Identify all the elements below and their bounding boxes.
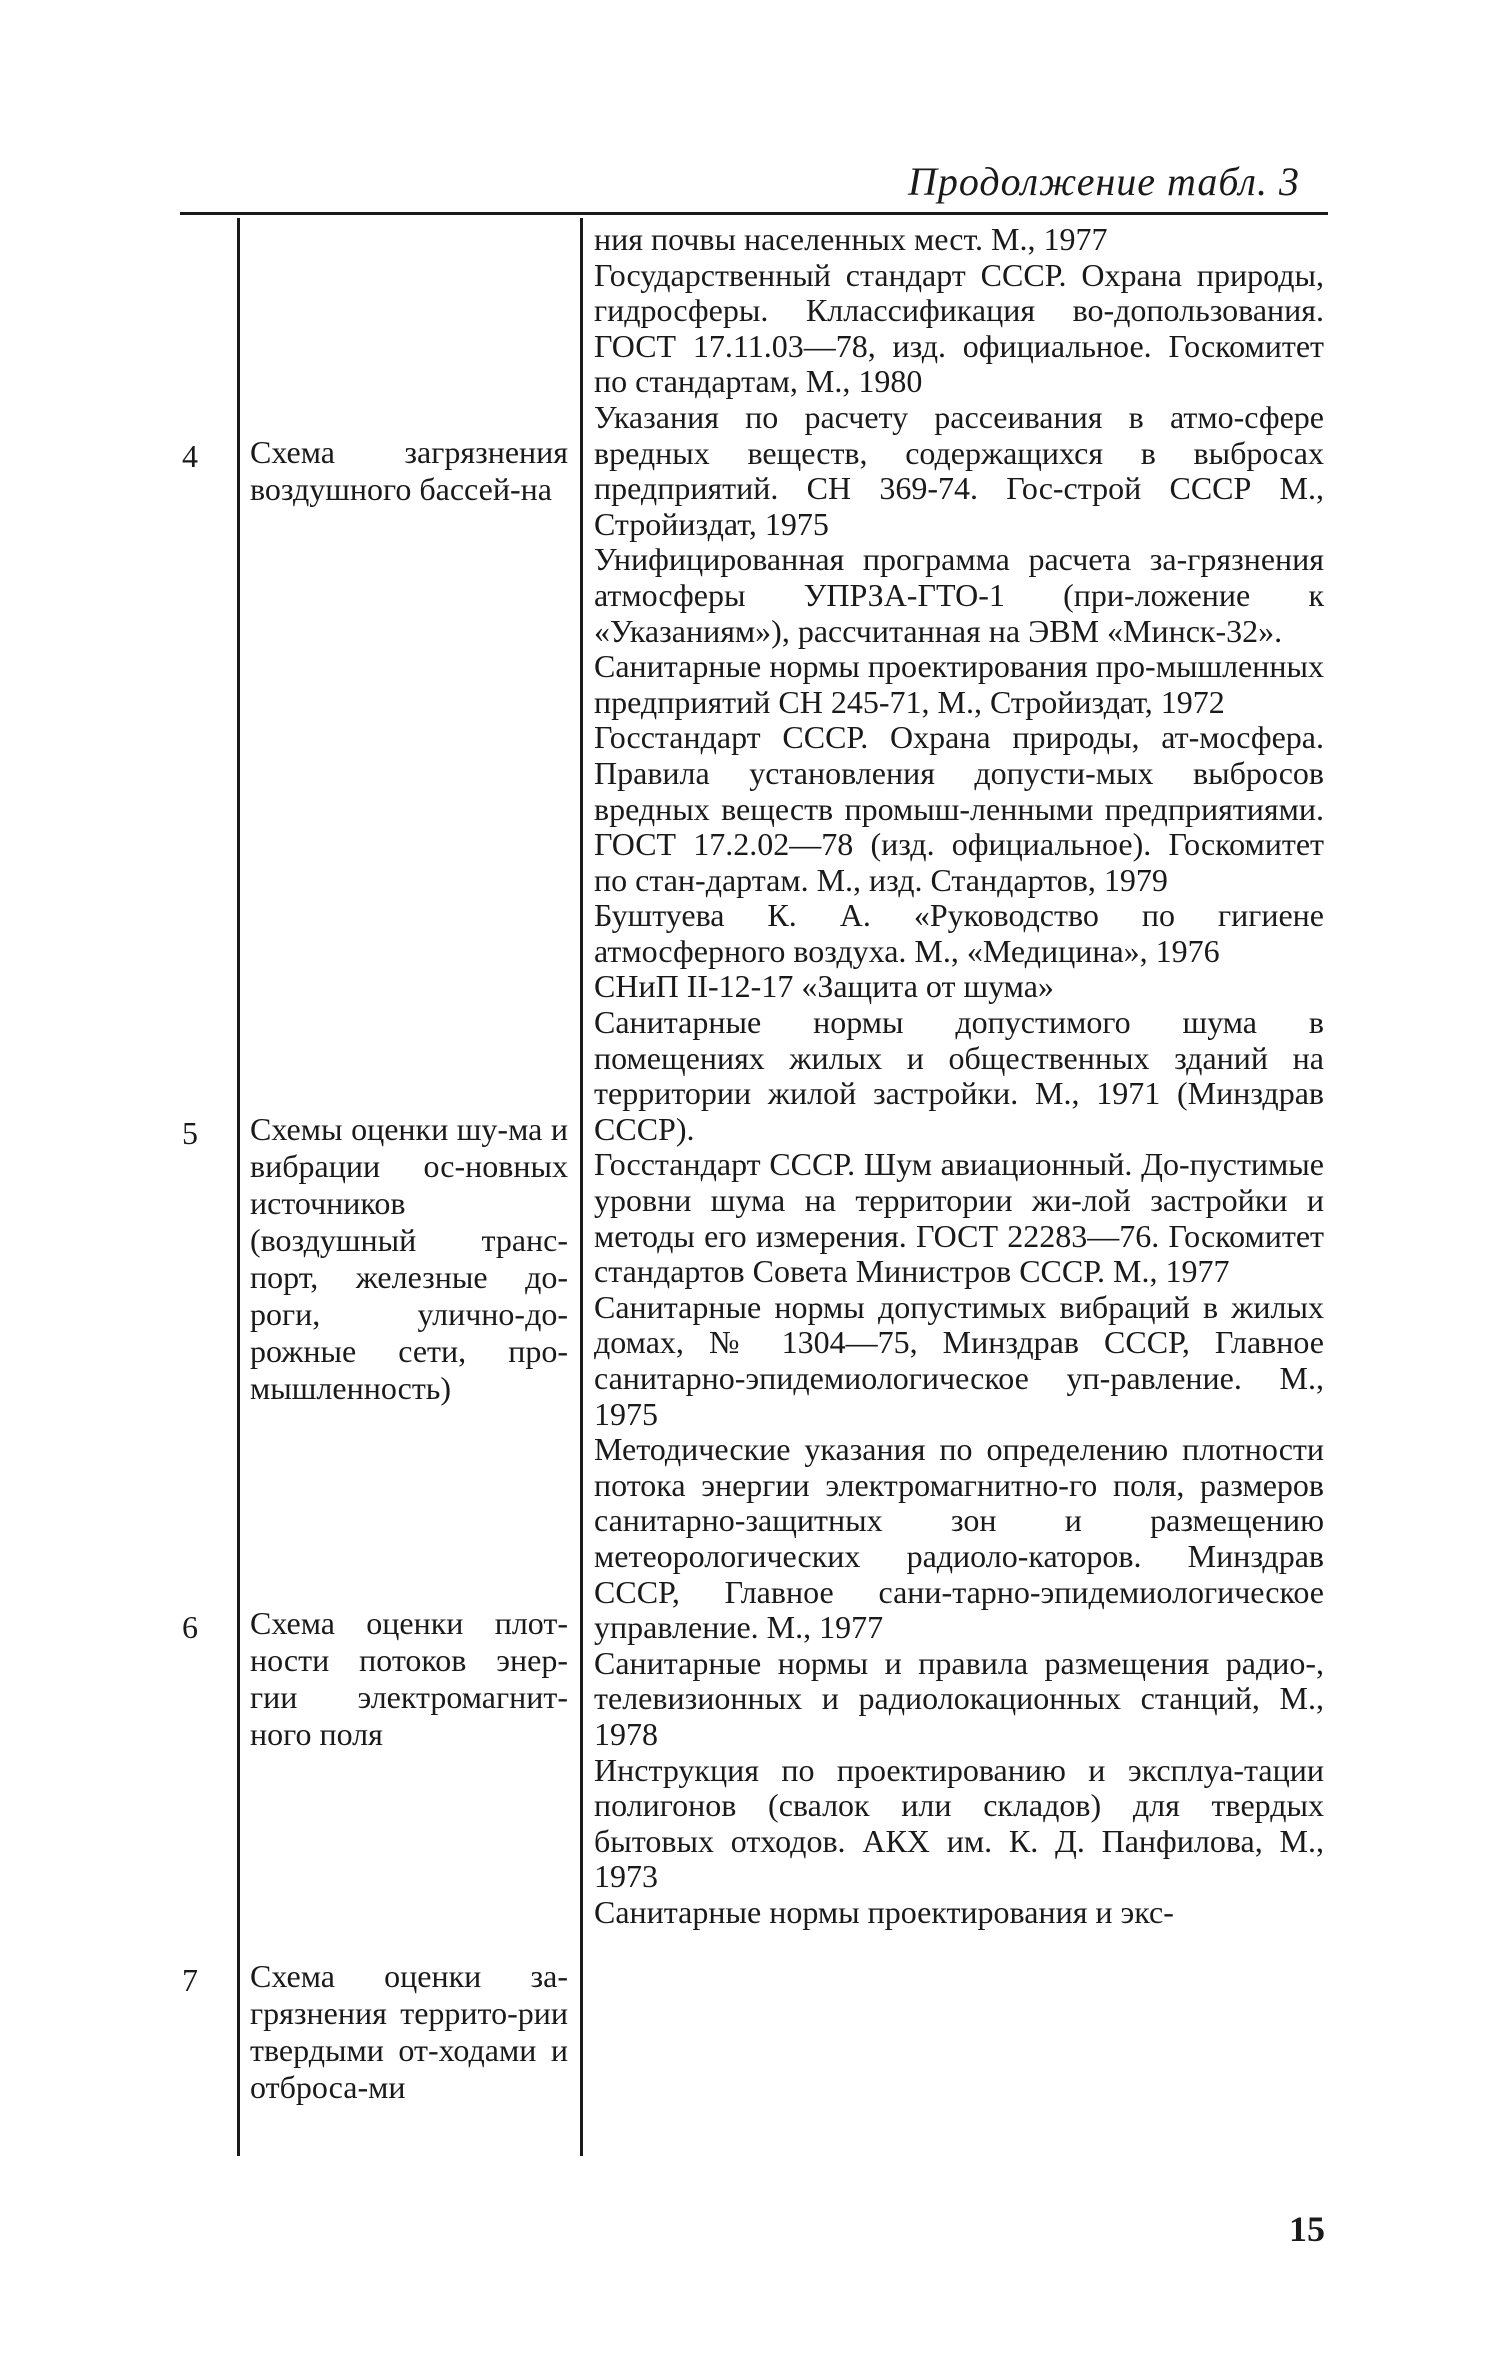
reference-item: Госстандарт СССР. Шум авиационный. До-пустимые уровни шума на территории жи-лой застройки и методы его измерения. ГОСТ 22283—76. Госкомитет стандартов Совета Министров СССР. М., 1977 [594, 1146, 1324, 1290]
reference-item: СНиП II-12-17 «Защита от шума» [594, 968, 1054, 1005]
row-number: 6 [182, 1609, 198, 1645]
row-description: Схемы оценки шу-ма и вибрации ос-новных источников (воздушный транс-порт, железные до-роги, улично-до-рожные сети, про-мышленность) [250, 1111, 568, 1406]
references-column [594, 222, 1324, 1931]
reference-item: ния почвы населенных мест. М., 1977 [594, 221, 1108, 257]
reference-item: Государственный стандарт СССР. Охрана природы, гидросферы. Кллассификация во-допользования. ГОСТ 17.11.03—78, изд. официальное. Госкомитет по стандартам, М., 1980 [594, 256, 1324, 400]
reference-item: Санитарные нормы допустимых вибраций в жилых домах, № 1304—75, Минздрав СССР, Главное санитарно-эпидемиологическое уп-равление. М., 1975 [594, 1288, 1324, 1432]
reference-item: Инструкция по проектированию и эксплуа-тации полигонов (свалок или складов) для твердых бытовых отходов. АКХ им. К. Д. Панфилова, М., 1973 [594, 1751, 1324, 1895]
reference-item: Санитарные нормы проектирования про-мышленных предприятий СН 245-71, М., Стройиздат, 1972 [594, 648, 1324, 720]
reference-item: Санитарные нормы проектирования и экс- [594, 1893, 1174, 1930]
reference-item: Буштуева К. А. «Руководство по гигиене атмосферного воздуха. М., «Медицина», 1976 [594, 897, 1324, 969]
reference-item: Указания по расчету рассеивания в атмо-сфере вредных веществ, содержащихся в выбросах предприятий. СН 369-74. Гос-строй СССР М., Стройиздат, 1975 [594, 398, 1324, 542]
reference-item: Санитарные нормы допустимого шума в помещениях жилых и общественных зданий на территории жилой застройки. М., 1971 (Минздрав СССР). [594, 1004, 1324, 1147]
reference-item: Методические указания по определению плотности потока энергии электромагнитно-го поля, размеров санитарно-защитных зон и размещению метеорологических радиоло-каторов. Минздрав СССР, Главное сани-тарно-эпидемиологическое управление. М., 1977 [594, 1431, 1324, 1646]
row-description: Схема оценки за-грязнения террито-рии твердыми от-ходами и отброса-ми [250, 1958, 568, 2105]
header-rule [180, 212, 1328, 215]
row-number: 7 [182, 1962, 198, 1998]
page-header: Продолжение табл. 3 [907, 159, 1300, 204]
row-number: 5 [182, 1115, 198, 1151]
row-description: Схема оценки плот-ности потоков энер-гии электромагнит-ного поля [250, 1605, 568, 1752]
reference-item: Госстандарт СССР. Охрана природы, ат-мосфера. Правила установления допусти-мых выбросов вредных веществ промыш-ленными предприятиями. ГОСТ 17.2.02—78 (изд. официальное). Госкомитет по стан-дартам. М., изд. Стандартов, 1979 [594, 719, 1324, 898]
reference-item: Санитарные нормы и правила размещения радио-, телевизионных и радиолокационных станций, М., 1978 [594, 1644, 1324, 1752]
table-border-middle [580, 218, 583, 2156]
reference-item: Унифицированная программа расчета за-грязнения атмосферы УПРЗА-ГТО-1 (при-ложение к «Указаниям»), рассчитанная на ЭВМ «Минск-32». [594, 541, 1324, 649]
table-border-left [237, 218, 240, 2156]
row-description: Схема загрязнения воздушного бассей-на [250, 434, 568, 507]
page-number: 15 [1289, 2209, 1325, 2249]
row-number: 4 [182, 438, 198, 474]
